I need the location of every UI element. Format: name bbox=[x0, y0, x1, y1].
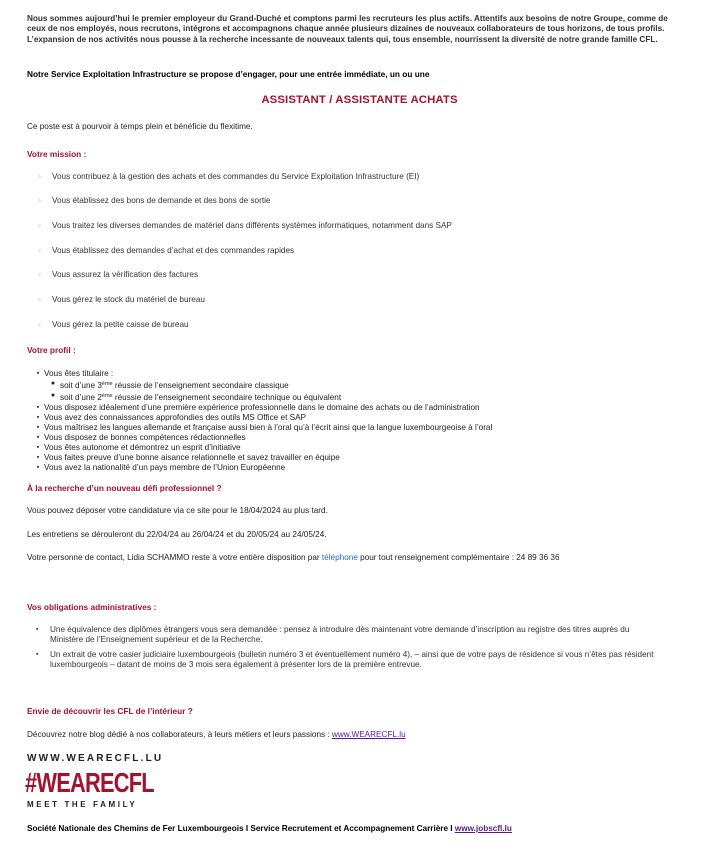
mission-item: ◦ Vous établissez des demandes d’achat et des commandes rapides bbox=[38, 246, 295, 255]
bullet-icon: ▪ bbox=[36, 651, 39, 658]
list-item: ▪ Vous avez la nationalité d’un pays membre de l’Union Européenne bbox=[32, 463, 672, 473]
bullet-icon: ◦ bbox=[38, 172, 41, 181]
bullet-icon: ◦ bbox=[38, 246, 41, 255]
recherche-heading: À la recherche d’un nouveau défi professionnel ? bbox=[27, 483, 222, 493]
bullet-icon: ▪ bbox=[36, 444, 40, 451]
blog-heading: Envie de découvrir les CFL de l’intérieur ? bbox=[27, 706, 193, 716]
list-item: ● soit d’une 3ème réussie de l’enseignement secondaire classique bbox=[32, 379, 672, 391]
logo-url: WWW.WEARECFL.LU bbox=[27, 753, 164, 764]
intro-paragraph: Nous sommes aujourd’hui le premier employeur du Grand-Duché et comptons parmi les recruteurs les plus actifs. Attentifs aux besoins de notre Groupe, comme de ceux de nos employés, nous recrutons, intégrons et accompagnons chaque année plusieurs dizaines de nouveaux collaborateurs de tous horizons, de tous profils. L’expansion de nos activités nous pousse à la recherche incessante de nouveaux talents qui, tous ensemble, nourrissent la diversité de notre grande famille CFL. bbox=[27, 14, 668, 44]
jobscfl-link[interactable]: www.jobscfl.lu bbox=[454, 824, 512, 833]
mission-item: ◦ Vous gérez le stock du matériel de bureau bbox=[38, 295, 205, 304]
blog-text: Découvrez notre blog dédié à nos collaborateurs, à leurs métiers et leurs passions : www.WEARECFL.lu bbox=[27, 730, 406, 739]
bullet-icon: ● bbox=[50, 392, 56, 399]
profil-heading: Votre profil : bbox=[27, 345, 76, 355]
contact-text: Votre personne de contact, Lidia SCHAMMO reste à votre entière disposition par téléphone pour tout renseignement complémentaire : 24 89 36 36 bbox=[27, 553, 560, 562]
mission-item: ◦ Vous traitez les diverses demandes de matériel dans différents systèmes informatiques, notamment dans SAP bbox=[38, 221, 452, 230]
bullet-icon: ◦ bbox=[38, 295, 41, 304]
bullet-icon: ▪ bbox=[36, 626, 39, 633]
bullet-icon: ▪ bbox=[36, 424, 40, 431]
job-title: ASSISTANT / ASSISTANTE ACHATS bbox=[261, 94, 458, 106]
list-item: ▪ Une équivalence des diplômes étrangers vous sera demandée : pensez à introduire dès maintenant votre demande d’inscription au registre des titres auprès du Ministère de l’Enseignement supérieur et de la Recherche. bbox=[36, 625, 630, 644]
bullet-icon: ◦ bbox=[38, 196, 41, 205]
deposer-text: Vous pouvez déposer votre candidature via ce site pour le 18/04/2024 au plus tard. bbox=[27, 506, 328, 515]
mission-item: ◦ Vous établissez des bons de demande et des bons de sortie bbox=[38, 196, 271, 205]
list-item: ▪ Vous faites preuve d’une bonne aisance relationnelle et savez travailler en équipe bbox=[32, 453, 672, 463]
profil-list bbox=[32, 369, 672, 473]
list-item: ▪ Vous avez des connaissances approfondies des outils MS Office et SAP bbox=[32, 413, 672, 423]
logo-tagline: MEET THE FAMILY bbox=[27, 800, 138, 809]
bullet-icon: ▪ bbox=[36, 434, 40, 441]
list-item: ▪ Vous êtes autonome et démontrez un esprit d’initiative bbox=[32, 443, 672, 453]
mission-item: ◦ Vous gérez la petite caisse de bureau bbox=[38, 320, 189, 329]
bullet-icon: ◦ bbox=[38, 320, 41, 329]
bullet-icon: ◦ bbox=[38, 221, 41, 230]
contract-info: Ce poste est à pourvoir à temps plein et bénéficie du flexitime. bbox=[27, 122, 253, 131]
bullet-icon: ● bbox=[50, 380, 56, 387]
phone-link[interactable]: téléphone bbox=[321, 553, 358, 562]
entretiens-text: Les entretiens se dérouleront du 22/04/24 au 26/04/24 et du 20/05/24 au 24/05/24. bbox=[27, 530, 327, 539]
bullet-icon: ▪ bbox=[36, 404, 40, 411]
list-item: ▪ Vous disposez idéalement d’une première expérience professionnelle dans le domaine des achats ou de l’administration bbox=[32, 403, 672, 413]
list-item: ▪ Un extrait de votre casier judiciaire luxembourgeois (bulletin numéro 3 et éventuellement numéro 4), – ainsi que de votre pays de résidence si vous n’êtes pas résident luxembourgeois – datant de moins de 3 mois sera également à présenter lors de la première entrevue. bbox=[36, 650, 654, 669]
bullet-icon: ▪ bbox=[36, 370, 40, 377]
bullet-icon: ◦ bbox=[38, 270, 41, 279]
lead-sentence: Notre Service Exploitation Infrastructure se propose d’engager, pour une entrée immédiate, un ou une bbox=[27, 69, 430, 79]
obligations-heading: Vos obligations administratives : bbox=[27, 602, 157, 612]
list-item: ● soit d’une 2ème réussie de l’enseignement secondaire technique ou équivalent bbox=[32, 391, 672, 403]
list-item: ▪ Vous disposez de bonnes compétences rédactionnelles bbox=[32, 433, 672, 443]
bullet-icon: ▪ bbox=[36, 464, 40, 471]
mission-item: ◦ Vous contribuez à la gestion des achats et des commandes du Service Exploitation Infrastructure (EI) bbox=[38, 172, 420, 181]
wearecfl-logo: #WEARECFL bbox=[25, 767, 154, 798]
list-item: ▪ Vous êtes titulaire : bbox=[32, 369, 672, 379]
footer: Société Nationale des Chemins de Fer Luxembourgeois I Service Recrutement et Accompagnement Carrière I www.jobscfl.lu bbox=[27, 824, 512, 833]
bullet-icon: ▪ bbox=[36, 454, 40, 461]
bullet-icon: ▪ bbox=[36, 414, 40, 421]
list-item: ▪ Vous maîtrisez les langues allemande et française aussi bien à l’oral qu’à l’écrit ainsi que la langue luxembourgeoise à l’oral bbox=[32, 423, 672, 433]
blog-link[interactable]: www.WEARECFL.lu bbox=[331, 730, 406, 739]
mission-heading: Votre mission : bbox=[27, 149, 87, 159]
mission-item: ◦ Vous assurez la vérification des factures bbox=[38, 270, 199, 279]
